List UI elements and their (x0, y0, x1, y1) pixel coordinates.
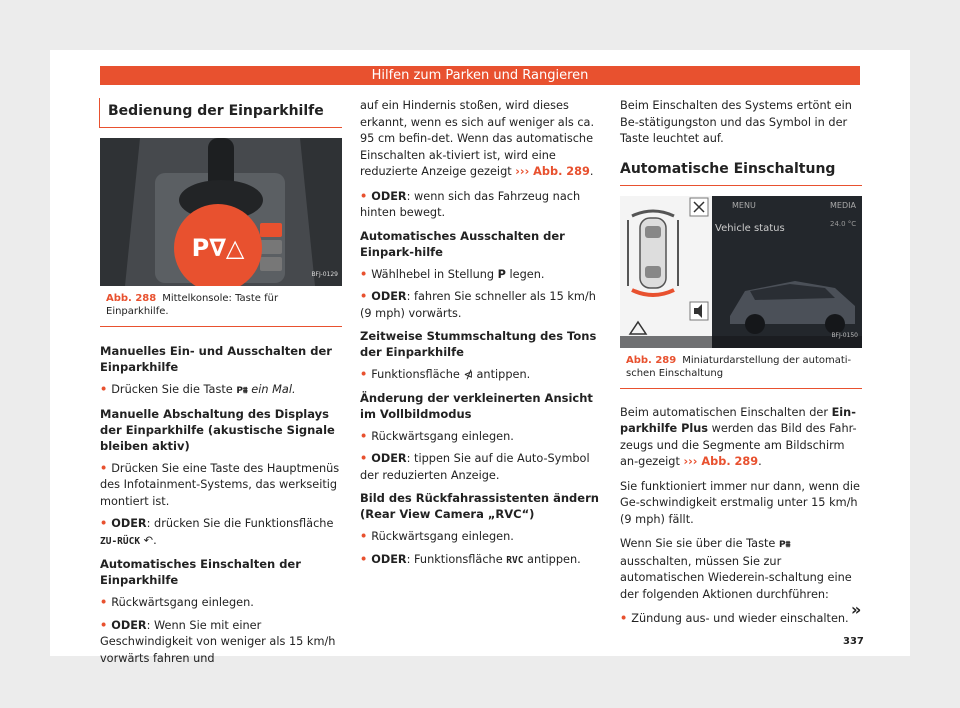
vehicle-status-label: Vehicle status (715, 222, 785, 234)
figure-code: BFJ-0129 (311, 270, 338, 278)
list-item: • Rückwärtsgang einlegen. (360, 429, 514, 443)
section-title: Bedienung der Einparkhilfe (99, 98, 342, 128)
list-item: • Drücken Sie eine Taste des Hauptmenüs des Infotainment-Systems, das werkseitig montiert ist. (100, 461, 340, 508)
figure-number: Abb. 288 (106, 293, 157, 304)
list-item: • ODER: Wenn Sie mit einer Geschwindigkeit von weniger als 15 km/h vorwärts fahren und (100, 618, 336, 665)
heading-mute: Zeitweise Stummschaltung des Tons der Einparkhilfe (360, 329, 597, 359)
figure-caption-text: Miniaturdarstellung der automati-schen Einschaltung (626, 354, 852, 379)
figure-number: Abb. 289 (626, 354, 677, 366)
page-header: Hilfen zum Parken und Rangieren (100, 66, 860, 85)
parking-button-symbol: P∇△ (191, 234, 245, 262)
page-number: 337 (843, 636, 864, 647)
list-item: • Drücken Sie die Taste P⩩ ein Mal. (100, 383, 296, 396)
paragraph: Beim automatischen Einschalten der Ein-parkhilfe Plus werden das Bild des Fahr-zeugs und die Segmente am Bildschirm an-gezeigt ››› Abb. 289. (620, 405, 857, 468)
paragraph: Wenn Sie sie über die Taste P⩩ ausschalten, müssen Sie zur automatischen Wiederein-schaltung eine der folgenden Aktionen durchführen: (620, 537, 852, 601)
heading-fullscreen: Änderung der verkleinerten Ansicht im Vollbildmodus (360, 390, 593, 421)
temperature-label: 24.0 °C (830, 219, 857, 228)
figure-reference-link[interactable]: ››› Abb. 289 (515, 165, 590, 178)
console-illustration (100, 138, 342, 286)
column-3 (620, 98, 862, 634)
heading-manual: Manuelles Ein- und Ausschalten der Einparkhilfe (100, 344, 332, 374)
mute-icon: ⋪ (463, 368, 473, 381)
figure-288-caption (100, 286, 342, 327)
list-item: • ODER: Funktionsfläche RVC antippen. (360, 552, 581, 566)
figure-code: BFJ-0150 (831, 332, 858, 339)
parking-key-icon: P⩩ (778, 540, 791, 550)
paragraph: Sie funktioniert immer nur dann, wenn die Ge-schwindigkeit erstmalig unter 15 km/h (9 mph) fällt. (620, 479, 860, 526)
heading-auto-off: Automatisches Ausschalten der Einpark-hilfe (360, 228, 565, 259)
heading-display: Manuelle Abschaltung des Displays der Einparkhilfe (akustische Signale bleiben aktiv) (100, 406, 335, 453)
list-item: • ODER: fahren Sie schneller als 15 km/h (9 mph) vorwärts. (360, 290, 596, 320)
back-arrow-icon: ↶ (143, 533, 154, 547)
heading-rvc: Bild des Rückfahrassistenten ändern (Rear View Camera „RVC“) (360, 491, 599, 521)
heading-auto: Automatisches Einschalten der Einparkhilfe (100, 557, 301, 587)
figure-289-image (620, 196, 862, 348)
figure-288-image (100, 138, 342, 286)
list-item: • Rückwärtsgang einlegen. (100, 596, 254, 609)
media-label: MEDIA (830, 200, 856, 210)
list-item: • Rückwärtsgang einlegen. (360, 530, 514, 543)
paragraph: auf ein Hindernis stoßen, wird dieses erkannt, wenn es sich auf weniger als ca. 95 cm befin-det. Wenn das automatische Einschalten ak-tiviert ist, wird eine reduzierte Anzeige gezeigt ››› Abb. 289. (360, 99, 595, 178)
column-2 (360, 98, 602, 575)
infotainment-screen-illustration (620, 196, 862, 348)
list-item: • Zündung aus- und wieder einschalten. (620, 612, 849, 625)
parking-key-icon: P⩩ (236, 386, 248, 396)
continue-marker: » (851, 600, 862, 619)
menu-label: MENU (732, 200, 756, 210)
list-item: • Wählhebel in Stellung P legen. (360, 267, 545, 281)
list-item: • ODER: tippen Sie auf die Auto-Symbol der reduzierten Anzeige. (360, 452, 590, 482)
figure-caption-text: Mittelkonsole: Taste für Einparkhilfe. (106, 293, 279, 317)
list-item: • Funktionsfläche ⋪ antippen. (360, 368, 531, 381)
list-item: • ODER: wenn sich das Fahrzeug nach hinten bewegt. (360, 189, 581, 219)
figure-reference-link[interactable]: ››› Abb. 289 (683, 455, 759, 468)
list-item: • ODER: drücken Sie die Funktionsfläche ZU-RÜCK ↶. (100, 517, 334, 547)
section-title: Automatische Einschaltung (620, 156, 862, 186)
figure-289-caption (620, 348, 862, 389)
paragraph: Beim Einschalten des Systems ertönt ein Be-stätigungston und das Symbol in der Taste leuchtet auf. (620, 99, 852, 145)
column-1 (100, 98, 342, 673)
